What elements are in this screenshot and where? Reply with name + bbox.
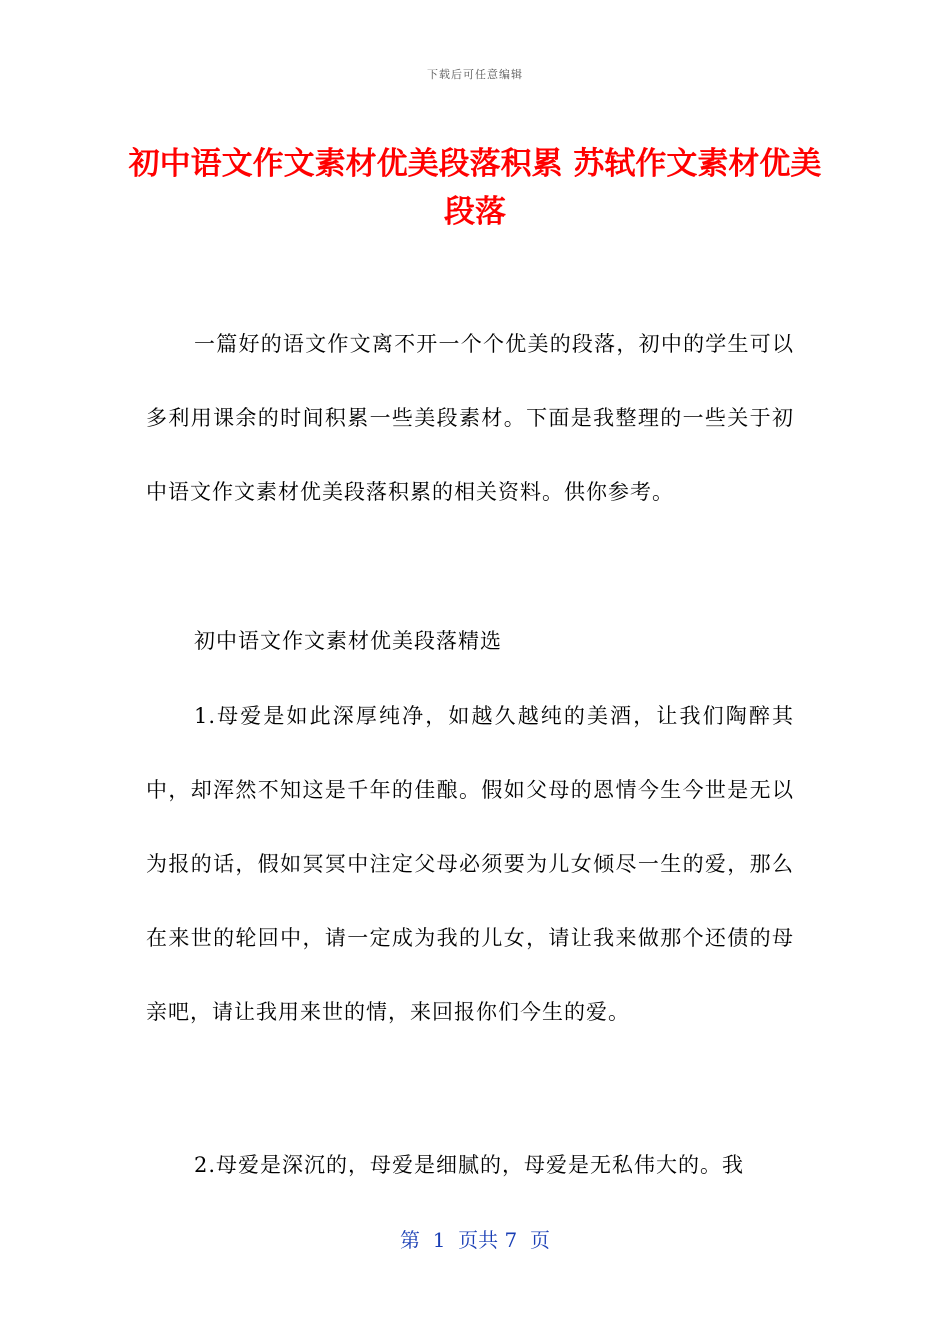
header-note: 下载后可任意编辑 — [427, 68, 523, 81]
paragraph-2: 2.母爱是深沉的，母爱是细腻的，母爱是无私伟大的。我 — [194, 1153, 745, 1177]
page-footer: 第 1 页共 7 页 — [400, 1228, 550, 1252]
intro-paragraph: 一篇好的语文作文离不开一个个优美的段落，初中的学生可以多利用课余的时间积累一些美段素材。下面是我整理的一些关于初中语文作文素材优美段落积累的相关资料。供你参考。 — [146, 332, 794, 504]
paragraph-1: 1.母爱是如此深厚纯净，如越久越纯的美酒，让我们陶醉其中，却浑然不知这是千年的佳酿。假如父母的恩情今生今世是无以为报的话，假如冥冥中注定父母必须要为儿女倾尽一生的爱，那么在来世的轮回中，请一定成为我的儿女，请让我来做那个还债的母亲吧，请让我用来世的情，来回报你们今生的爱。 — [146, 704, 794, 1024]
section-heading: 初中语文作文素材优美段落精选 — [194, 629, 502, 653]
document-title: 初中语文作文素材优美段落积累 苏轼作文素材优美段落 — [128, 146, 822, 230]
